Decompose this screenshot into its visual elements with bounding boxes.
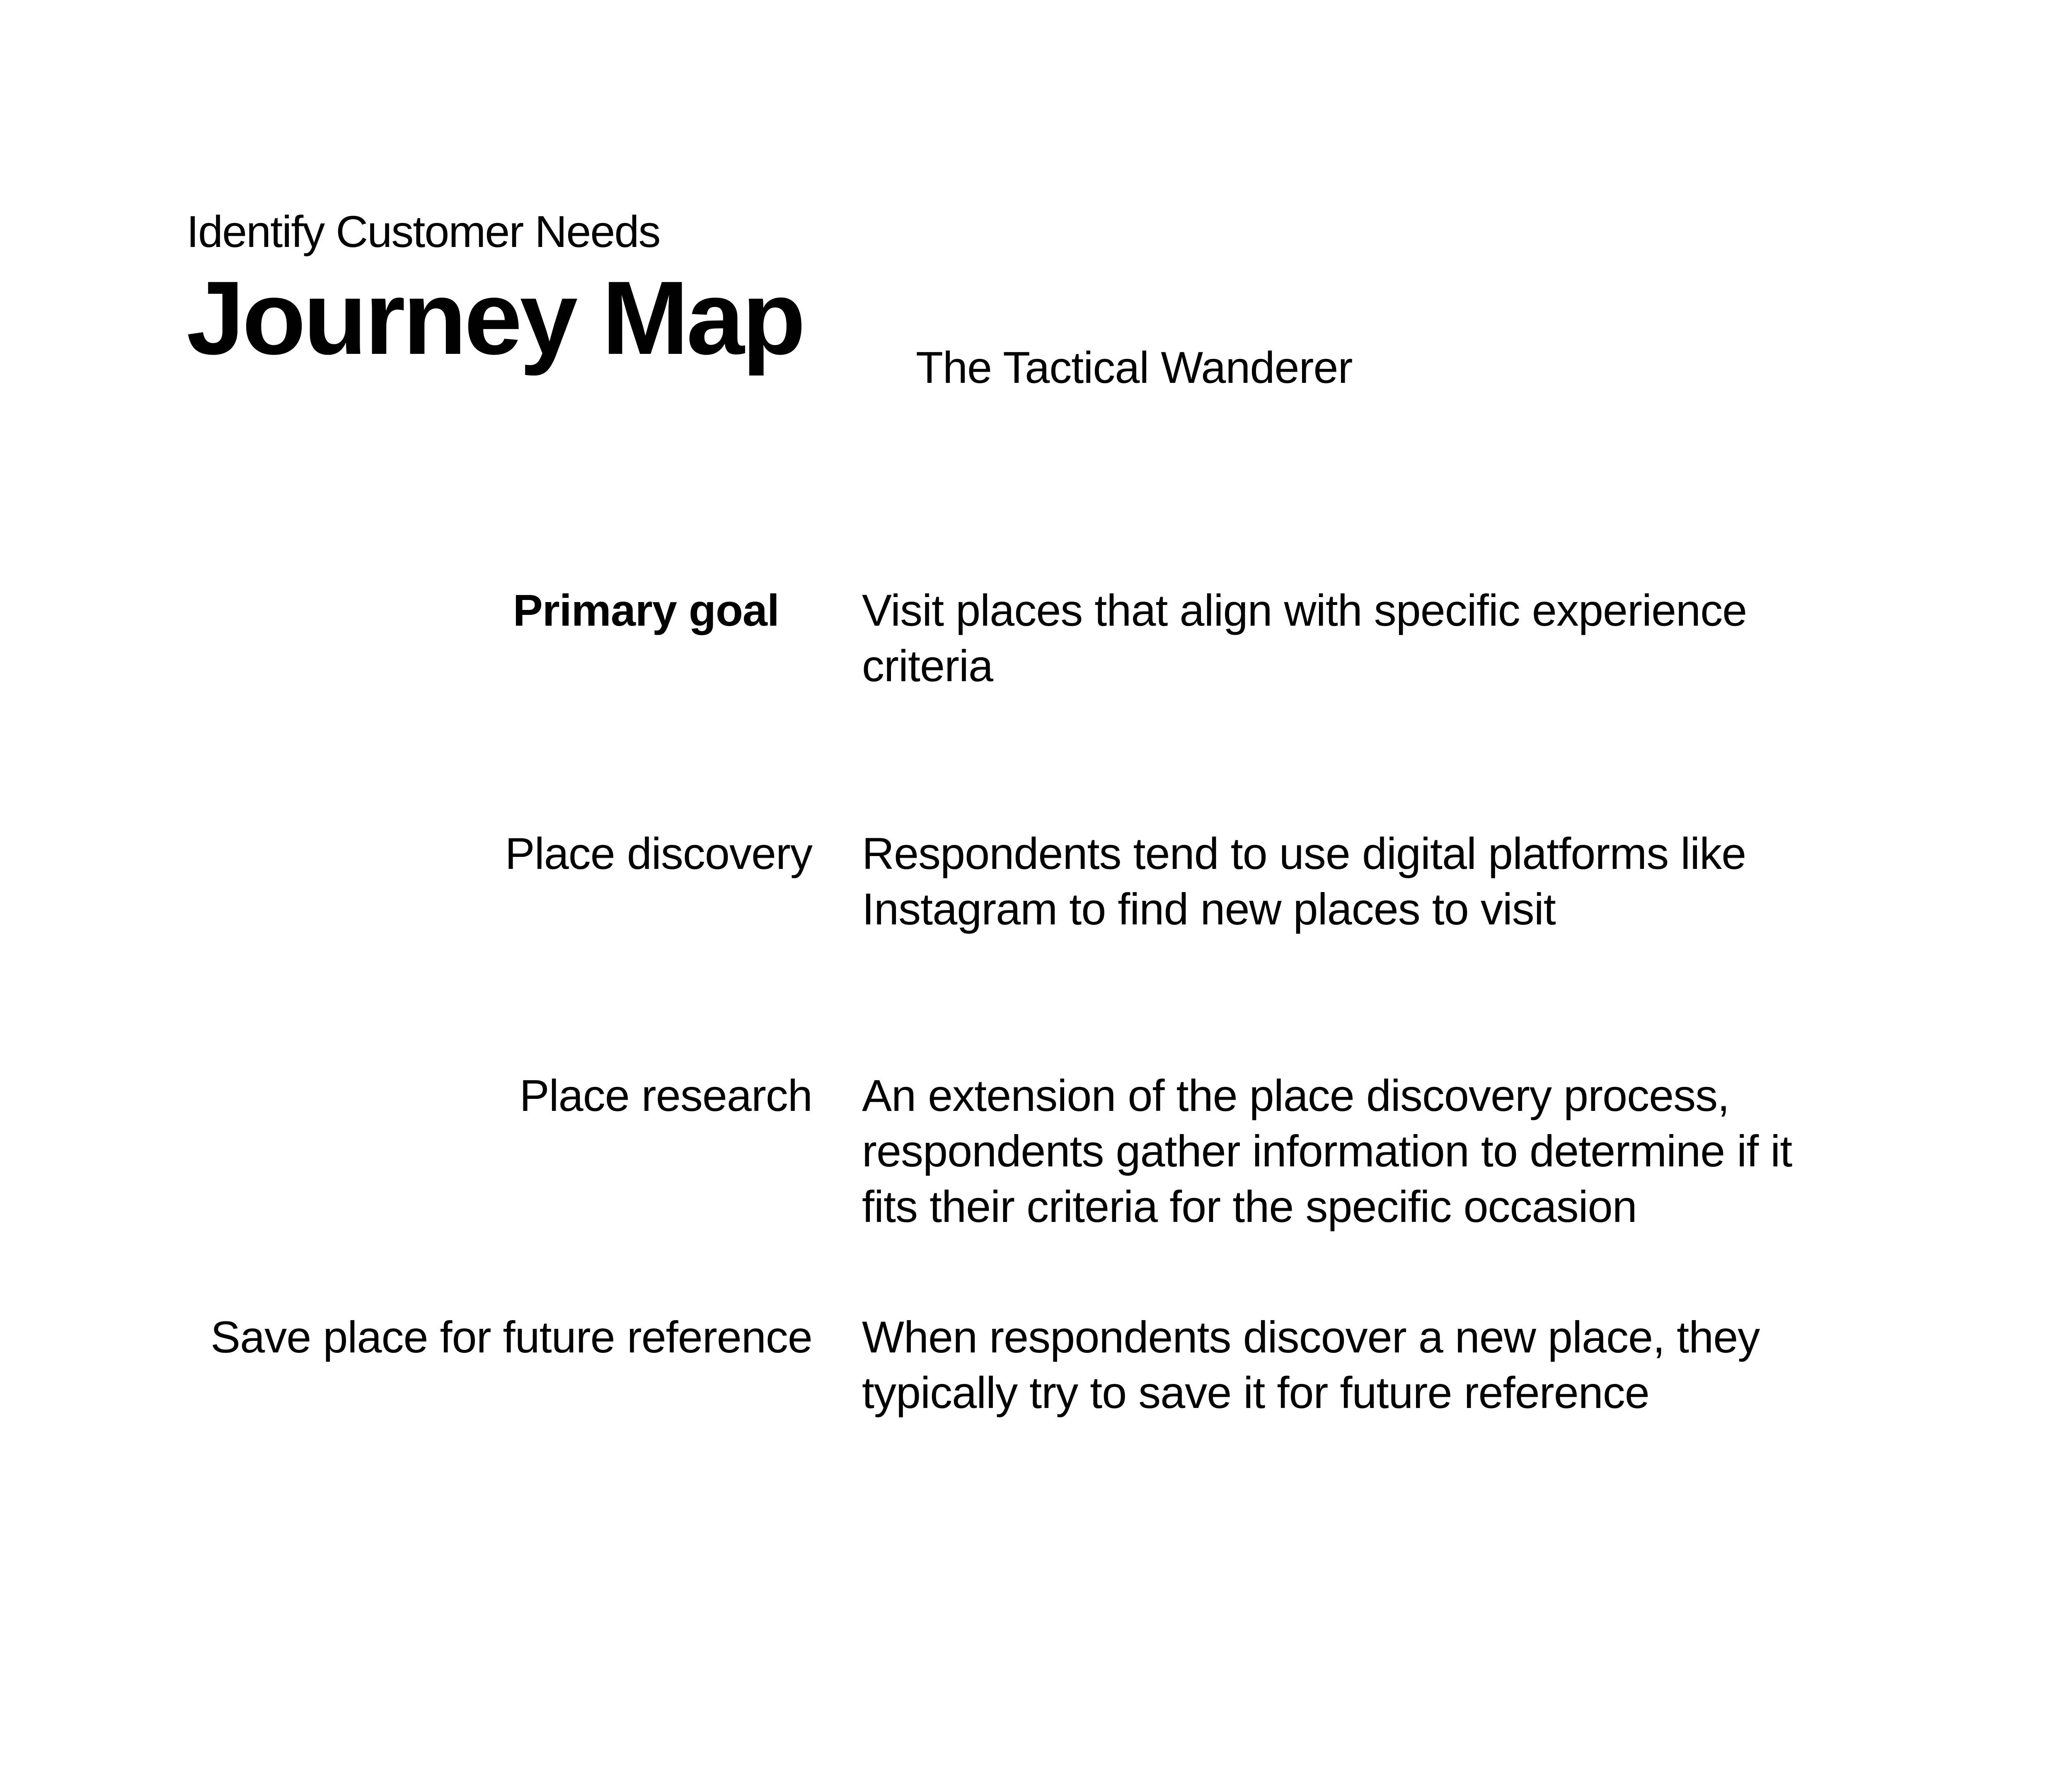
- row-label-save-place: Save place for future reference: [211, 1312, 812, 1362]
- row-text-save-place: When respondents discover a new place, they typically try to save it for future reference: [862, 1312, 1760, 1417]
- section-kicker: Identify Customer Needs: [186, 206, 660, 256]
- row-text-place-discovery: Respondents tend to use digital platforms like Instagram to find new places to visit: [862, 828, 1746, 934]
- page-title: Journey Map: [186, 260, 804, 376]
- persona-name: The Tactical Wanderer: [916, 342, 1353, 392]
- row-label-primary-goal: Primary goal: [513, 585, 779, 635]
- row-text-primary-goal: Visit places that align with specific experience criteria: [862, 585, 1747, 691]
- row-label-place-discovery: Place discovery: [505, 828, 812, 878]
- row-text-place-research: An extension of the place discovery process, respondents gather information to determine if it fits their criteria for the specific occasion: [862, 1070, 1792, 1231]
- row-label-place-research: Place research: [519, 1070, 812, 1120]
